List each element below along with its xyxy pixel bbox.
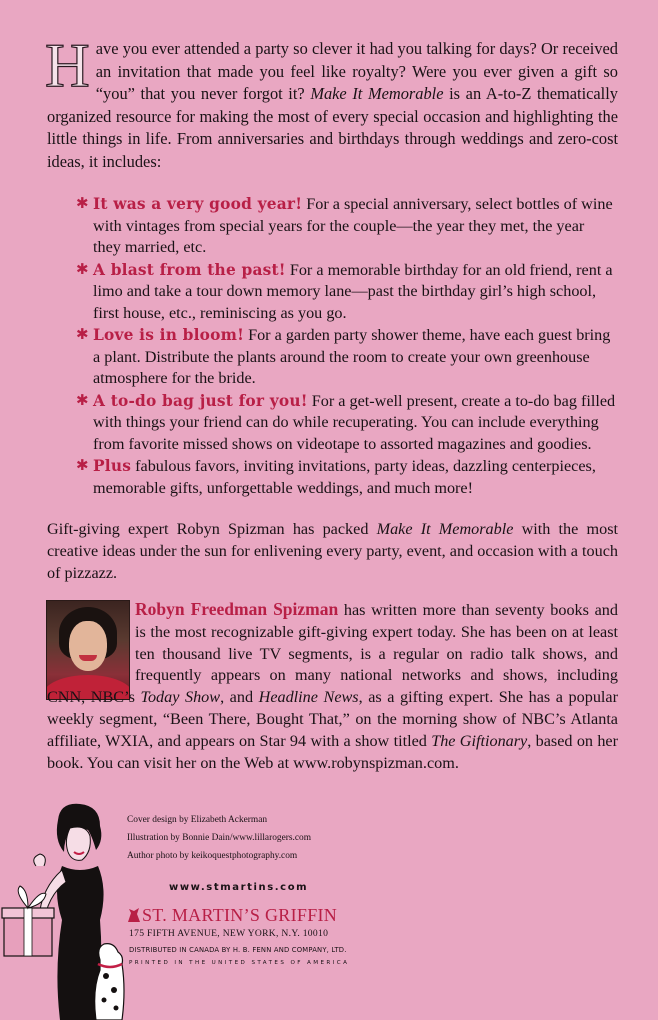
bullet-text: For a garden party shower theme, have each guest bring a plant. Distribute the plants around the room to create your own greenhouse atmosphere for the bride. — [93, 326, 611, 387]
griffin-logo-icon — [127, 907, 141, 923]
bullet-heading: A to-do bag just for you! — [93, 391, 308, 410]
asterisk-icon: ✱ — [76, 392, 89, 409]
bullet-text: For a memorable birthday for an old friend, rent a limo and take a tour down memory lane—past the birthday girl’s high school, first house, etc., reminiscing as you go. — [93, 260, 613, 322]
intro-text-1: ave you ever attended a party so clever it had you talking for days? Or received an invitation that made you feel like royalty? Were you ever given a gift so “you” that you never forgot it? — [95, 39, 618, 104]
credit-line: Illustration by Bonnie Dain/www.lillarogers.com — [127, 833, 311, 843]
author-bio-text-3: , as a gifting expert. She has a popular weekly segment, “Been There, Bought That,” on the morning show of NBC’s Atlanta affiliate, WXIA, and appears on Star 94 with a show titled — [47, 688, 618, 750]
credits — [127, 811, 311, 865]
author-bio-text-2: , and — [220, 688, 259, 707]
printed-in: PRINTED IN THE UNITED STATES OF AMERICA — [129, 960, 350, 966]
list-item — [76, 260, 616, 325]
author-bio-text-1: has written more than seventy books and is the most recognizable gift-giving expert today. She has been on at least ten thousand live TV segments, is a regular on radio talk shows, and frequently appears on many national networks and shows, including CNN, NBC’s — [47, 601, 618, 707]
intro-text-2: is an A-to-Z thematically organized resource for making the most of every special occasion and highlighting the little things in life. From anniversaries and birthdays through weddings and zero-cost ideas, it includes: — [47, 84, 618, 171]
drop-cap: H — [45, 32, 90, 100]
author-bio — [47, 599, 618, 774]
woman-with-gift-illustration — [0, 800, 135, 1020]
bullet-text: fabulous favors, inviting invitations, party ideas, dazzling centerpieces, memorable gifts, unforgettable weddings, and much more! — [93, 457, 596, 497]
summary-text-1: Gift-giving expert Robyn Spizman has packed — [47, 520, 377, 538]
publisher-website: www.stmartins.com — [169, 882, 309, 893]
author-name: Robyn Freedman Spizman — [135, 599, 339, 619]
list-item — [76, 456, 616, 499]
publisher-address: 175 FIFTH AVENUE, NEW YORK, N.Y. 10010 — [129, 928, 329, 939]
intro-paragraph — [45, 32, 618, 174]
bullet-text: For a get-well present, create a to-do bag filled with things your friend can do while recuperating. You can include everything from favorite missed shows on videotape to assorted magazines and goodies. — [93, 391, 616, 453]
bullet-heading: Love is in bloom! — [93, 326, 245, 344]
asterisk-icon: ✱ — [76, 458, 89, 474]
credit-line: Author photo by keikoquestphotography.com — [127, 851, 298, 861]
bullet-text: For a special anniversary, select bottles of wine with vintages from special years for the couple—the year they met, the year they married, etc. — [93, 195, 613, 256]
asterisk-icon: ✱ — [76, 327, 89, 343]
bullet-heading: A blast from the past! — [93, 260, 286, 279]
intro-book-title: Make It Memorable — [310, 84, 444, 104]
feature-list — [76, 194, 616, 500]
publisher-logo-text: ST. MARTIN’S GRIFFIN — [142, 905, 338, 925]
author-show-1: Today Show — [140, 688, 221, 707]
publisher-logo — [127, 905, 337, 926]
list-item — [76, 325, 616, 390]
summary-text-2: with the most creative ideas under the sun for enlivening every party, event, and occasion with a touch of pizzazz. — [47, 520, 618, 582]
asterisk-icon: ✱ — [76, 196, 89, 212]
bullet-heading: It was a very good year! — [93, 195, 303, 213]
bullet-heading: Plus — [93, 457, 132, 475]
author-show-3: The Giftionary — [431, 731, 528, 750]
list-item — [76, 391, 616, 456]
canada-distribution: DISTRIBUTED IN CANADA BY H. B. FENN AND COMPANY, LTD. — [129, 946, 347, 954]
summary-book-title: Make It Memorable — [376, 520, 514, 538]
author-bio-text-4: , based on her book. You can visit her on the Web at www.robynspizman.com. — [47, 731, 619, 772]
summary-paragraph — [47, 518, 618, 584]
author-show-2: Headline News — [258, 688, 359, 707]
asterisk-icon: ✱ — [76, 261, 89, 278]
credit-line: Cover design by Elizabeth Ackerman — [127, 815, 268, 825]
list-item — [76, 194, 616, 259]
